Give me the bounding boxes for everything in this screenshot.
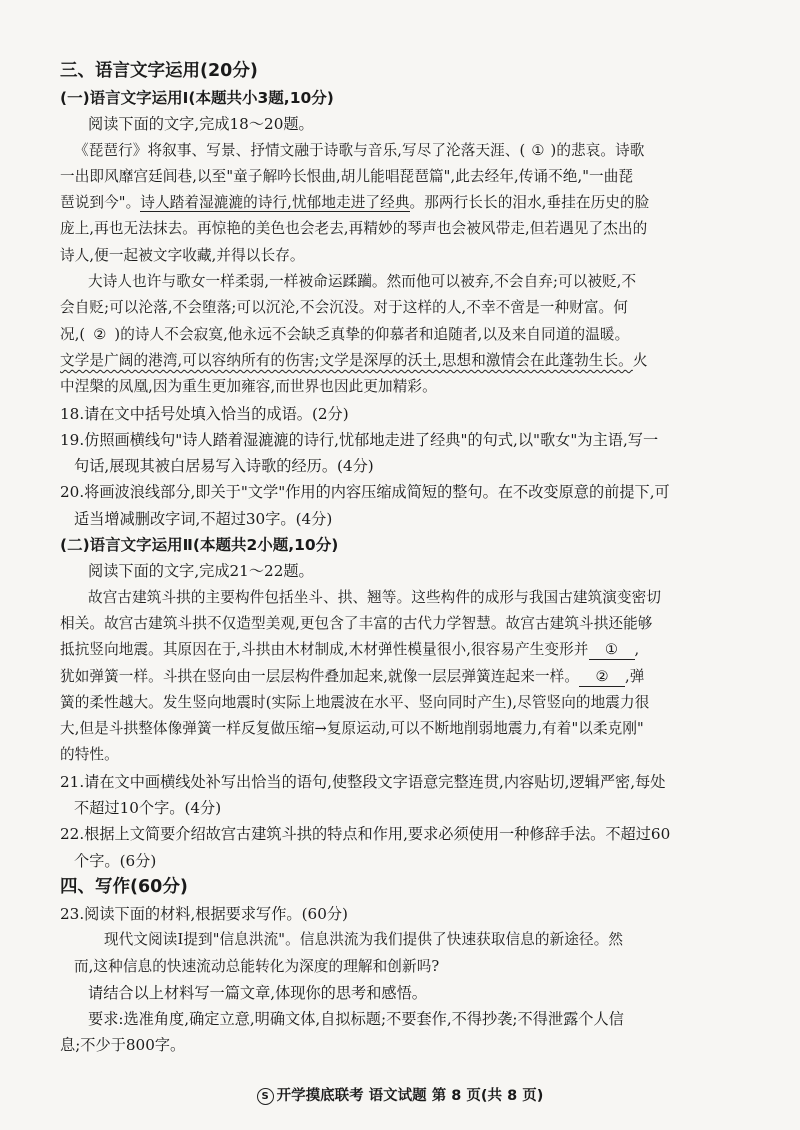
wavy-underlined-sentence: 文学是广阔的港湾,可以容纳所有的伤害;文学是深厚的沃土,思想和激情会在此蓬勃生长。: [60, 351, 633, 369]
passage-text: 。那两行长长的泪水,垂挂在历史的脸: [409, 194, 650, 212]
part-two-title: (二)语言文字运用Ⅱ(本题共2小题,10分): [60, 536, 339, 555]
writing-requirements-cont: 息;不少于800字。: [60, 1036, 186, 1055]
underlined-sentence: 诗人踏着湿漉漉的诗行,忧郁地走进了经典: [140, 194, 410, 212]
blank-marker-2: ②: [93, 325, 107, 343]
passage-text: 一出即风靡宫廷闾巷,以至"童子解吟长恨曲,胡儿能唱琵琶篇",此去经年,传诵不绝,"一曲琵: [60, 167, 634, 185]
part-one-title: (一)语言文字运用Ⅰ(本题共小3题,10分): [60, 89, 334, 107]
wavy-underlined-sentence-end: 中涅槃的凤凰,因为重生更加雍容,而世界也因此更加精彩。: [60, 378, 437, 396]
passage-text: )的诗人不会寂寞,他永远不会缺乏真挚的仰慕者和追随者,以及来自同道的温暖。: [114, 325, 630, 343]
passage-dougong: [60, 585, 750, 769]
passage-pipa: [60, 138, 750, 401]
passage-text: 琶说到今"。: [60, 194, 141, 212]
question-19-cont: 句话,展现其被白居易写入诗歌的经历。(4分): [74, 457, 374, 476]
passage-text: 火: [632, 351, 648, 369]
question-18: 18.请在文中括号处填入恰当的成语。(2分): [60, 404, 349, 423]
passage-text: 会自贬;可以沦落,不会堕落;可以沉沦,不会沉没。对于这样的人,不幸不啻是一种财富。何: [60, 299, 628, 317]
passage-text: 《琵琶行》将叙事、写景、抒情文融于诗歌与音乐,写尽了沦落天涯、(: [74, 141, 526, 159]
passage-text: 故宫古建筑斗拱的主要构件包括坐斗、拱、翘等。这些构件的成形与我国古建筑演变密切: [88, 588, 662, 606]
question-21: 21.请在文中画横线处补写出恰当的语句,使整段文字语意完整连贯,内容贴切,逻辑严密,每处: [60, 772, 666, 791]
section-three-title: 三、语言文字运用(20分): [60, 61, 258, 81]
material-text: 现代文阅读Ⅰ提到"信息洪流"。信息洪流为我们提供了快速获取信息的新途径。然: [104, 931, 624, 949]
passage-text: 大,但是斗拱整体像弹簧一样反复做压缩→复原运动,可以不断地削弱地震力,有着"以柔克刚": [60, 720, 644, 738]
exam-page: [60, 58, 750, 1059]
question-23: 23.阅读下面的材料,根据要求写作。(60分): [60, 904, 348, 923]
s-badge-icon: S: [257, 1088, 274, 1105]
passage-text: ,: [634, 641, 640, 659]
question-22: 22.根据上文简要介绍故宫古建筑斗拱的特点和作用,要求必须使用一种修辞手法。不超过60: [60, 825, 671, 844]
footer-text: 开学摸底联考 语文试题 第 8 页(共 8 页): [276, 1088, 544, 1104]
passage-text: )的悲哀。诗歌: [550, 141, 645, 159]
question-19: 19.仿照画横线句"诗人踏着湿漉漉的诗行,忧郁地走进了经典"的句式,以"歌女"为主语,写一: [60, 430, 659, 449]
passage-text: 况,(: [60, 325, 86, 343]
passage-text: 犹如弹簧一样。斗拱在竖向由一层层构件叠加起来,就像一层层弹簧连起来一样。: [60, 667, 580, 685]
passage-text: 大诗人也许与歌女一样柔弱,一样被命运蹂躏。然而他可以被弃,不会自弃;可以被贬,不: [88, 273, 637, 291]
passage-text: ,弹: [625, 667, 645, 685]
writing-prompt: 请结合以上材料写一篇文章,体现你的思考和感悟。: [88, 983, 427, 1002]
writing-requirements: 要求:选准角度,确定立意,明确文体,自拟标题;不要套作,不得抄袭;不得泄露个人信: [88, 1010, 624, 1029]
material-text: 而,这种信息的快速流动总能转化为深度的理解和创新吗?: [74, 957, 440, 975]
passage-text: 庞上,再也无法抹去。再惊艳的美色也会老去,再精妙的琴声也会被风带走,但若遇见了杰出的: [60, 220, 648, 238]
blank-marker-1: ①: [531, 141, 545, 159]
question-20: 20.将画波浪线部分,即关于"文学"作用的内容压缩成简短的整句。在不改变原意的前提下,可: [60, 483, 670, 502]
answer-blank-2[interactable]: ②: [579, 668, 625, 687]
page-footer: [0, 1084, 800, 1105]
section-four-title: 四、写作(60分): [60, 876, 188, 897]
passage-text: 簧的柔性越大。发生竖向地震时(实际上地震波在水平、竖向同时产生),尽管竖向的地震力很: [60, 693, 650, 711]
part-two-instruction: 阅读下面的文字,完成21～22题。: [88, 562, 314, 581]
question-21-cont: 不超过10个字。(4分): [74, 799, 222, 818]
question-22-cont: 个字。(6分): [74, 851, 157, 870]
passage-text: 的特性。: [60, 746, 119, 764]
answer-blank-1[interactable]: ①: [589, 641, 635, 660]
passage-text: 诗人,便一起被文字收藏,并得以长存。: [60, 246, 305, 264]
passage-text: 相关。故宫古建筑斗拱不仅造型美观,更包含了丰富的古代力学智慧。故宫古建筑斗拱还能够: [60, 614, 653, 632]
part-one-instruction: 阅读下面的文字,完成18～20题。: [88, 115, 314, 134]
passage-text: 抵抗竖向地震。其原因在于,斗拱由木材制成,木材弹性模量很小,很容易产生变形并: [60, 641, 589, 659]
question-20-cont: 适当增减删改字词,不超过30字。(4分): [74, 509, 333, 528]
